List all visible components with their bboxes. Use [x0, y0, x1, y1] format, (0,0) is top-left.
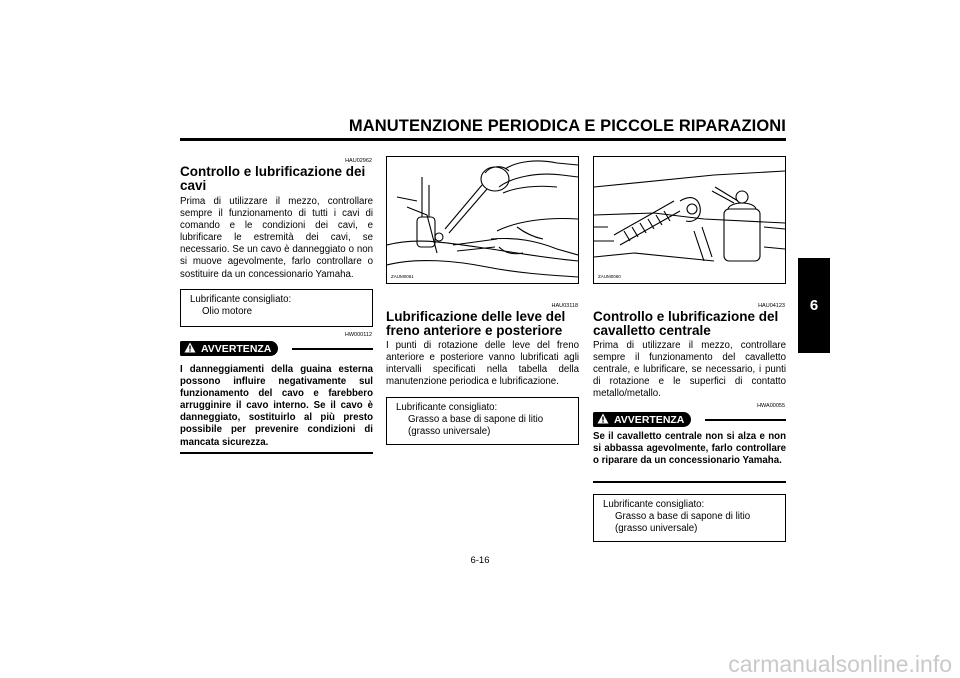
section-heading: Lubrificazione delle leve del freno anteriore e posteriore	[386, 309, 566, 338]
lubricant-value: Olio motore	[202, 306, 253, 317]
warning-code: HW000112	[344, 332, 372, 338]
lubricant-label: Lubrificante consigliato:	[190, 294, 292, 305]
warning-label: AVVERTENZA	[201, 342, 272, 355]
warning-header	[180, 341, 373, 356]
section-code: HAU03118	[551, 303, 578, 309]
lubricant-label: Lubrificante consigliato:	[396, 402, 498, 413]
lubricant-value: (grasso universale)	[408, 426, 491, 437]
lubricant-label: Lubrificante consigliato:	[603, 499, 705, 510]
warning-end-rule	[593, 481, 786, 483]
image-code: ZAUM0060	[598, 274, 621, 279]
warning-triangle-icon	[184, 342, 196, 356]
warning-label: AVVERTENZA	[614, 413, 685, 426]
section-body: Prima di utilizzare il mezzo, controllare sempre il funzionamento del cavalletto centrale, e lubrificare, se necessario, i punti di rotazione e le superfici di contatto metallo/metallo.	[593, 340, 786, 400]
chapter-tab[interactable]	[798, 258, 830, 353]
lubricant-box	[593, 494, 786, 542]
section-body: Prima di utilizzare il mezzo, controllare sempre il funzionamento di tutti i cavi di comando e le condizioni dei cavi, e lubrificare le estremità dei cavi, se necessario. Se un cavo è danneggiato o non si muove agevolmente, farlo controllare o sostituire da un concessionario Yamaha.	[180, 196, 373, 280]
lubricant-value: (grasso universale)	[615, 523, 698, 534]
page-title: MANUTENZIONE PERIODICA E PICCOLE RIPARAZIONI	[348, 117, 786, 135]
warning-end-rule	[180, 452, 373, 454]
warning-header	[593, 412, 786, 427]
section-heading: Controllo e lubrificazione del cavalletto centrale	[593, 309, 779, 338]
warning-text: I danneggiamenti della guaina esterna possono influire negativamente sul funzionamento del cavo e farebbero arrugginire il cavo interno. Se il cavo è danneggiato, sostituirlo al più presto possibile per prevenire condizioni di mancata sicurezza.	[180, 364, 373, 448]
warning-header-line	[705, 419, 786, 421]
lubricant-value: Grasso a base di sapone di litio	[408, 414, 544, 425]
header-rule	[180, 138, 786, 141]
brake-lever-lubrication-image	[386, 156, 579, 284]
warning-triangle-icon	[597, 413, 609, 427]
section-code: HAU02962	[345, 158, 372, 164]
section-code: HAU04123	[758, 303, 785, 309]
image-code: ZAUM0061	[391, 274, 414, 279]
section-body: I punti di rotazione delle leve del freno anteriore e posteriore vanno lubrificati agli intervalli specificati nella tabella della manutenzione periodica e lubrificazione.	[386, 340, 579, 388]
warning-code: HWA00055	[757, 403, 785, 409]
warning-header-line	[292, 348, 373, 350]
section-heading: Controllo e lubrificazione dei cavi	[180, 164, 366, 193]
lubricant-box	[180, 289, 373, 327]
center-stand-lubrication-image	[593, 156, 786, 284]
watermark[interactable]: carmanualsonline.info	[728, 651, 952, 677]
warning-badge	[593, 412, 691, 427]
page-number: 6-16	[470, 555, 490, 566]
warning-badge	[180, 341, 278, 356]
chapter-tab-label: 6	[809, 297, 819, 314]
lubricant-value: Grasso a base di sapone di litio	[615, 511, 751, 522]
warning-text: Se il cavalletto centrale non si alza e non si abbassa agevolmente, farlo controllare o riparare da un concessionario Yamaha.	[593, 431, 786, 467]
lubricant-box	[386, 397, 579, 445]
